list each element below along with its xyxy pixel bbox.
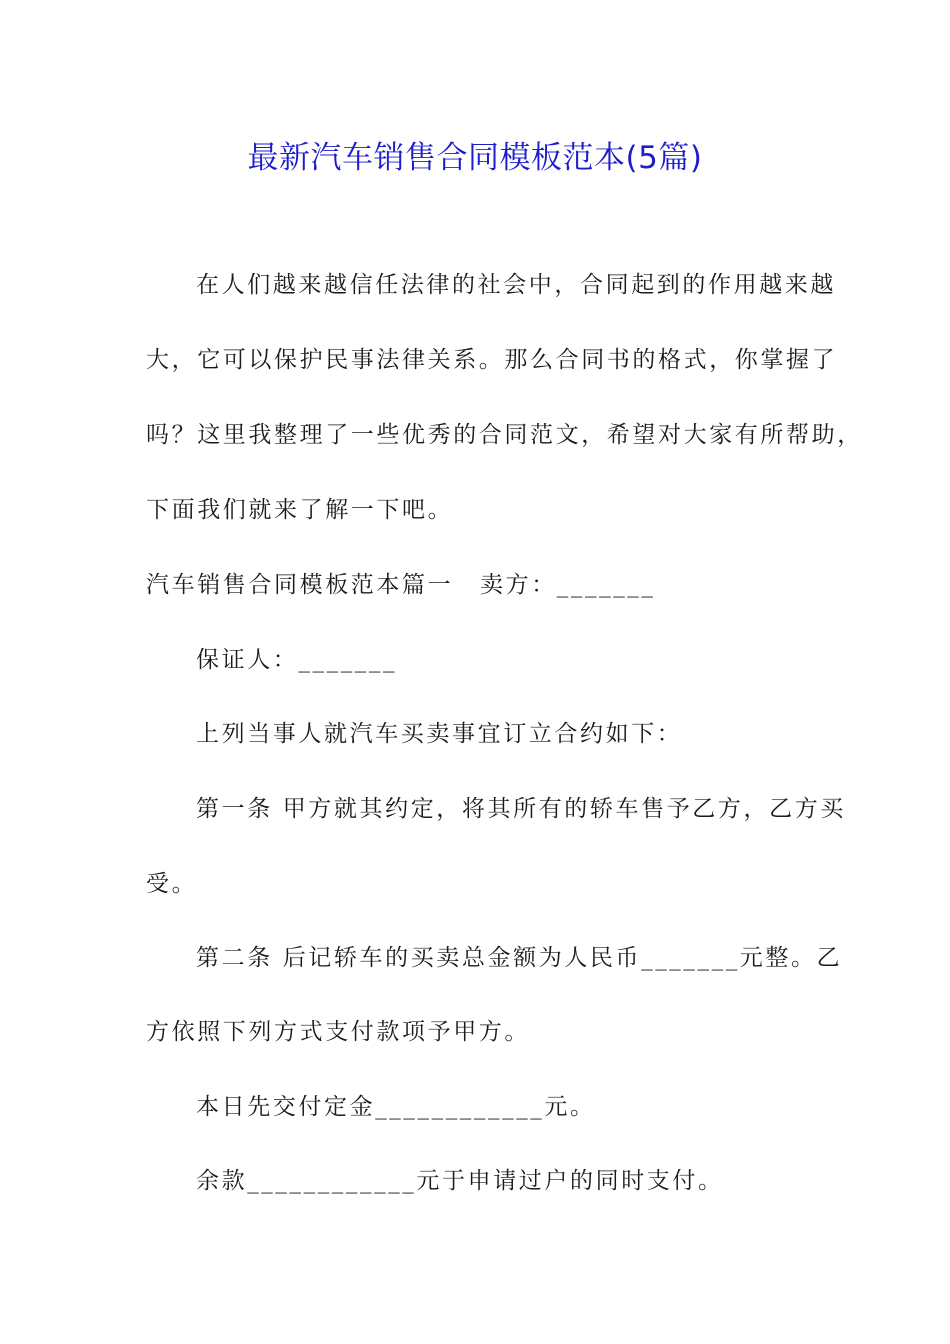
seller-field: 卖方：_______ xyxy=(480,572,656,598)
guarantor-field: 保证人：_______ xyxy=(196,647,398,673)
article-2-line-2: 方依照下列方式支付款项予甲方。 xyxy=(146,1019,530,1045)
preamble: 上列当事人就汽车买卖事宜订立合约如下： xyxy=(196,721,683,747)
article-2-line-1: 第二条 后记轿车的买卖总金额为人民币_______元整。乙 xyxy=(196,945,843,971)
section-heading: 汽车销售合同模板范本篇一 xyxy=(146,572,454,598)
intro-line-1: 在人们越来越信任法律的社会中，合同起到的作用越来越 xyxy=(196,272,836,298)
intro-line-4: 下面我们就来了解一下吧。 xyxy=(146,497,454,523)
balance-clause: 余款____________元于申请过户的同时支付。 xyxy=(196,1168,724,1194)
document-title: 最新汽车销售合同模板范本(5篇) xyxy=(247,140,703,176)
deposit-clause: 本日先交付定金____________元。 xyxy=(196,1094,596,1120)
article-1-line-1: 第一条 甲方就其约定，将其所有的轿车售予乙方，乙方买 xyxy=(196,796,846,822)
intro-line-2: 大，它可以保护民事法律关系。那么合同书的格式，你掌握了 xyxy=(146,347,838,373)
intro-line-3: 吗？这里我整理了一些优秀的合同范文，希望对大家有所帮助， xyxy=(146,422,863,448)
article-1-line-2: 受。 xyxy=(146,871,198,897)
